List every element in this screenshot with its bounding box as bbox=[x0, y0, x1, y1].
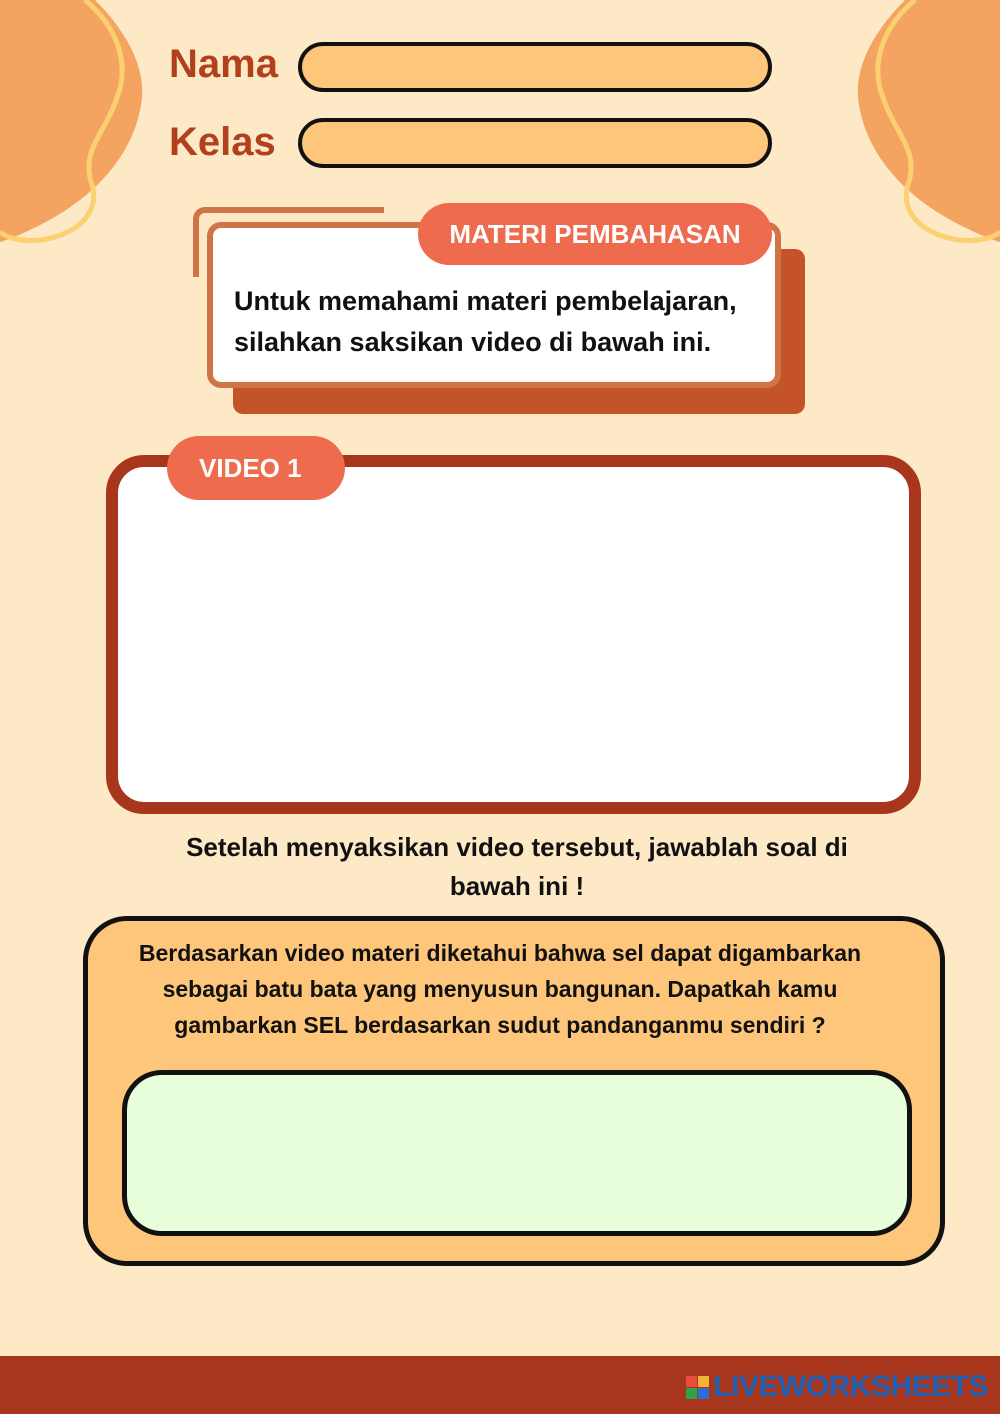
video-tab: VIDEO 1 bbox=[167, 436, 345, 500]
question-line-1: Berdasarkan video materi diketahui bahwa sel dapat digambarkan bbox=[138, 940, 862, 966]
video-player-frame[interactable] bbox=[106, 455, 921, 814]
materi-text-line-2: silahkan saksikan video di bawah ini. bbox=[234, 327, 712, 357]
class-field[interactable] bbox=[298, 118, 772, 168]
name-label: Nama bbox=[169, 42, 278, 86]
instruction-line-1: Setelah menyaksikan video tersebut, jawablah soal di bbox=[186, 832, 848, 862]
instruction-text bbox=[150, 828, 884, 906]
question-line-3: gambarkan SEL berdasarkan sudut pandanganmu sendiri ? bbox=[174, 1012, 826, 1038]
answer-textarea[interactable] bbox=[122, 1070, 912, 1236]
corner-decoration-right bbox=[840, 0, 1000, 260]
materi-text bbox=[234, 281, 794, 363]
materi-tab: MATERI PEMBAHASAN bbox=[418, 203, 772, 265]
liveworksheets-logo-icon bbox=[686, 1376, 709, 1399]
question-line-2: sebagai batu bata yang menyusun bangunan. Dapatkah kamu bbox=[162, 976, 838, 1002]
instruction-line-2: bawah ini ! bbox=[449, 871, 585, 901]
materi-text-line-1: Untuk memahami materi pembelajaran, bbox=[234, 286, 737, 316]
brand-name: LIVEWORKSHEETS bbox=[713, 1370, 988, 1403]
class-label: Kelas bbox=[169, 120, 276, 164]
name-field[interactable] bbox=[298, 42, 772, 92]
brand-logo-link[interactable] bbox=[686, 1370, 988, 1404]
question-text bbox=[110, 935, 890, 1043]
corner-decoration-left bbox=[0, 0, 160, 260]
